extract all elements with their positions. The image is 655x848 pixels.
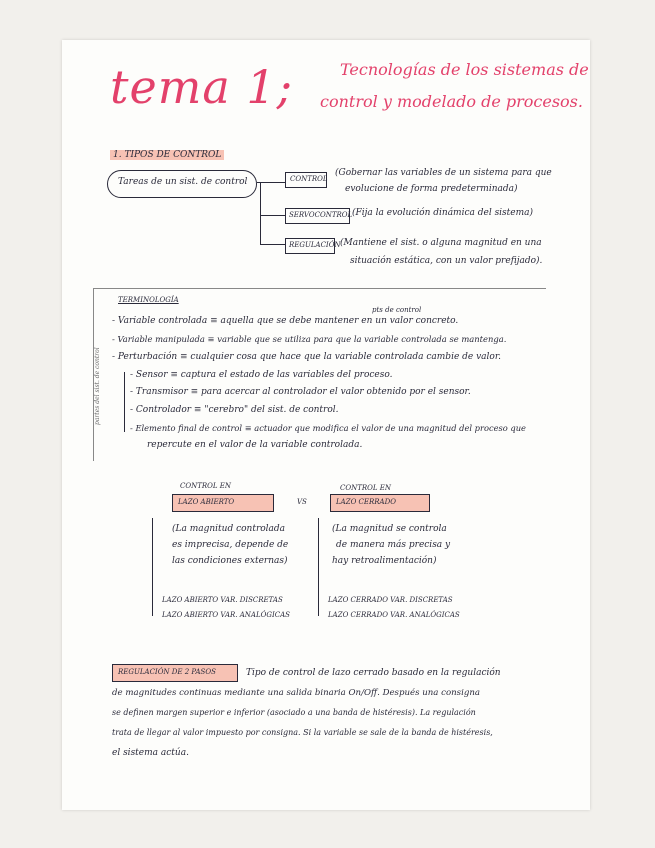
servocontrol-desc: (Fija la evolución dinámica del sistema) — [352, 208, 534, 218]
term-line-1: - Variable controlada ≡ aquella que se debe mantener en un valor concreto. — [112, 316, 459, 326]
tareas-label: Tareas de un sist. de control — [118, 177, 248, 187]
term-line-6: - Controlador ≡ "cerebro" del sist. de control. — [130, 405, 339, 415]
connector-3 — [260, 244, 286, 245]
term-line-5: - Transmisor ≡ para acercar al controlador el valor obtenido por el sensor. — [130, 387, 471, 397]
right-desc-1: (La magnitud se controla — [332, 524, 447, 534]
regulacion-desc-1: (Mantiene el sist. o alguna magnitud en una — [340, 238, 542, 248]
left-type-1: LAZO ABIERTO VAR. DISCRETAS — [162, 596, 283, 604]
servocontrol-label: SERVOCONTROL — [289, 211, 353, 219]
control-desc-2: evolucione de forma predeterminada) — [345, 184, 518, 194]
control-desc-1: (Gobernar las variables de un sistema para que — [335, 168, 552, 178]
left-desc-2: es imprecisa, depende de — [172, 540, 289, 550]
term-line-7: - Elemento final de control ≡ actuador que modifica el valor de una magnitud del proceso que — [130, 423, 526, 433]
parts-bracket — [124, 372, 125, 432]
pts-control-note: pts de control — [372, 306, 422, 314]
right-top-label: CONTROL EN — [340, 484, 392, 492]
title-line-1: Tecnologías de los sistemas de — [340, 60, 589, 79]
term-line-4: - Sensor ≡ captura el estado de las variables del proceso. — [130, 370, 393, 380]
lazo-abierto-label: LAZO ABIERTO — [178, 498, 235, 506]
left-desc-1: (La magnitud controlada — [172, 524, 286, 534]
right-bracket — [318, 518, 319, 616]
right-desc-2: de manera más precisa y — [336, 540, 451, 550]
reg-line-4: trata de llegar al valor impuesto por consigna. Si la variable se sale de la banda de histéresis, — [112, 728, 493, 737]
right-type-1: LAZO CERRADO VAR. DISCRETAS — [328, 596, 453, 604]
terminologia-heading: TERMINOLOGÍA — [118, 296, 179, 304]
right-desc-3: hay retroalimentación) — [332, 556, 437, 566]
right-type-2: LAZO CERRADO VAR. ANALÓGICAS — [328, 611, 460, 619]
parts-side-label: partes del sist. de control — [94, 347, 101, 425]
term-line-3: - Perturbación ≡ cualquier cosa que hace que la variable controlada cambie de valor. — [112, 352, 501, 362]
tema-title: tema 1; — [110, 60, 294, 114]
left-type-2: LAZO ABIERTO VAR. ANALÓGICAS — [162, 611, 290, 619]
connector-main — [257, 182, 285, 183]
control-label: CONTROL — [290, 175, 328, 183]
term-line-8: repercute en el valor de la variable controlada. — [147, 440, 363, 450]
lazo-cerrado-label: LAZO CERRADO — [336, 498, 396, 506]
reg-line-3: se definen margen superior e inferior (asociado a una banda de histéresis). La regulación — [112, 708, 476, 717]
connector-vert — [260, 182, 261, 244]
regulacion-2-pasos-label: REGULACIÓN DE 2 PASOS — [118, 668, 216, 676]
regulacion-desc-2: situación estática, con un valor prefijado). — [350, 256, 543, 266]
title-line-2: control y modelado de procesos. — [320, 92, 583, 111]
vs-label: VS — [297, 498, 307, 506]
reg-line-1: Tipo de control de lazo cerrado basado en la regulación — [246, 668, 501, 678]
term-line-2: - Variable manipulada ≡ variable que se utiliza para que la variable controlada se mantenga. — [112, 334, 507, 344]
left-desc-3: las condiciones externas) — [172, 556, 288, 566]
left-bracket — [152, 518, 153, 616]
reg-line-2: de magnitudes continuas mediante una salida binaria On/Off. Después una consigna — [112, 688, 480, 698]
regulacion-label: REGULACIÓN — [289, 241, 341, 249]
connector-2 — [260, 215, 286, 216]
reg-line-5: el sistema actúa. — [112, 748, 189, 758]
section-heading: 1. TIPOS DE CONTROL — [110, 150, 224, 160]
left-top-label: CONTROL EN — [180, 482, 232, 490]
